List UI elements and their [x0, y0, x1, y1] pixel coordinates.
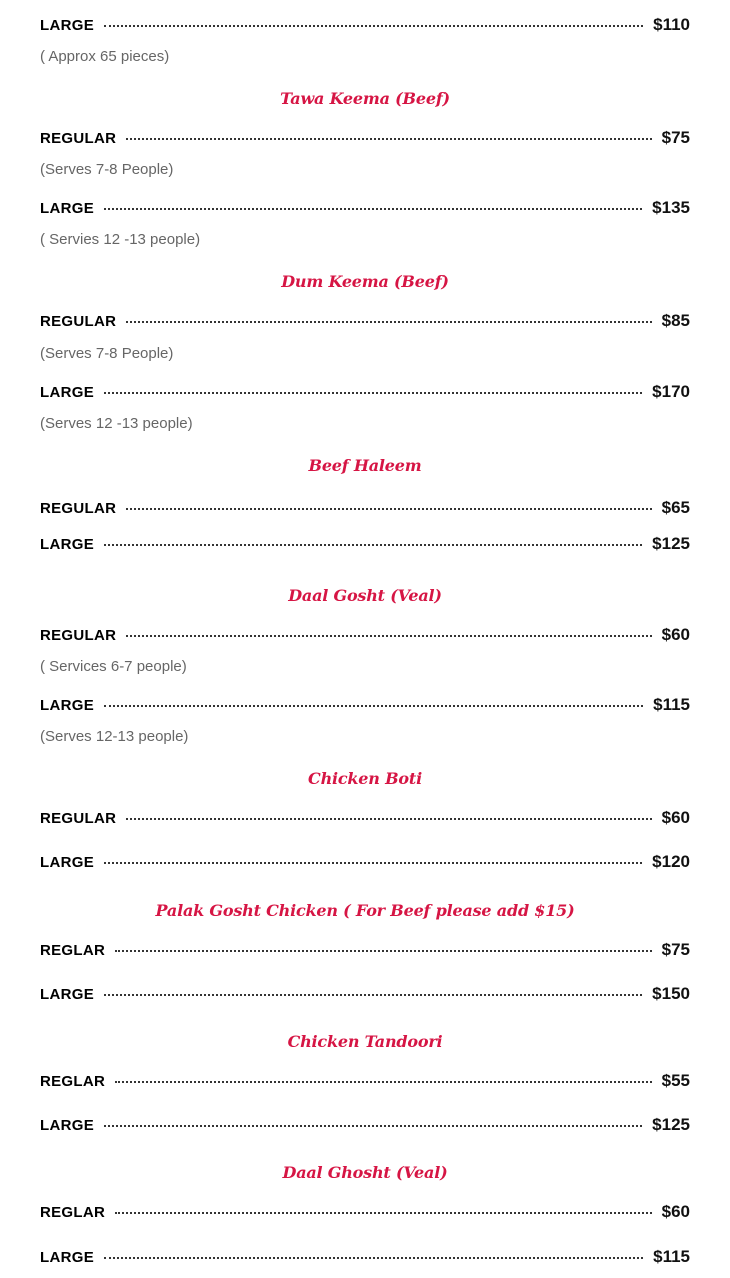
dot-leader	[115, 1081, 651, 1083]
menu-item-row	[40, 309, 690, 333]
serving-note: ( Approx 65 pieces)	[40, 48, 170, 65]
dot-leader	[104, 544, 642, 546]
size-label: REGULAR	[40, 809, 117, 827]
dot-leader	[104, 392, 642, 394]
size-label: LARGE	[40, 535, 94, 553]
size-label: LARGE	[40, 1248, 94, 1266]
size-label: LARGE	[40, 383, 94, 401]
menu-item-row	[40, 126, 690, 150]
dot-leader	[104, 208, 642, 210]
size-label: REGULAR	[40, 626, 117, 644]
menu-item-row	[40, 532, 690, 556]
price: $60	[661, 808, 690, 827]
dot-leader	[115, 950, 651, 952]
size-label: REGLAR	[40, 1072, 106, 1090]
dot-leader	[126, 138, 651, 140]
section-title: Beef Haleem	[308, 456, 422, 475]
menu-item-row	[40, 623, 690, 647]
price: $135	[652, 198, 690, 217]
price: $60	[661, 625, 690, 644]
dot-leader	[104, 705, 643, 707]
size-label: LARGE	[40, 1116, 94, 1134]
dot-leader	[104, 25, 643, 27]
menu-item-row	[40, 693, 690, 717]
dot-leader	[115, 1212, 651, 1214]
serving-note: (Serves 12-13 people)	[40, 728, 189, 745]
section-title: Daal Ghosht (Veal)	[282, 1163, 448, 1182]
size-label: REGULAR	[40, 499, 117, 517]
menu-item-row	[40, 850, 690, 874]
menu-item-row	[40, 806, 690, 830]
price: $115	[653, 695, 690, 714]
menu-item-row	[40, 938, 690, 962]
size-label: LARGE	[40, 16, 94, 34]
size-label: REGULAR	[40, 129, 117, 147]
section-title: Chicken Boti	[308, 769, 422, 788]
menu-item-row	[40, 1245, 690, 1269]
menu-item-row	[40, 1200, 690, 1224]
section-title: Dum Keema (Beef)	[281, 272, 449, 291]
size-label: LARGE	[40, 853, 94, 871]
size-label: REGULAR	[40, 312, 117, 330]
section-title: Daal Gosht (Veal)	[288, 586, 442, 605]
dot-leader	[104, 862, 642, 864]
price: $125	[652, 1115, 690, 1134]
price: $75	[661, 940, 690, 959]
menu-item-row	[40, 13, 690, 37]
section-title: Chicken Tandoori	[287, 1032, 443, 1051]
menu-item-row	[40, 196, 690, 220]
dot-leader	[126, 508, 651, 510]
price: $110	[653, 15, 690, 34]
section-title: Palak Gosht Chicken ( For Beef please add $15)	[155, 901, 575, 920]
serving-note: ( Services 6-7 people)	[40, 658, 187, 675]
menu-item-row	[40, 982, 690, 1006]
price: $65	[661, 498, 690, 517]
size-label: LARGE	[40, 199, 94, 217]
size-label: LARGE	[40, 696, 94, 714]
size-label: LARGE	[40, 985, 94, 1003]
menu-item-row	[40, 496, 690, 520]
price: $55	[661, 1071, 690, 1090]
section-title: Tawa Keema (Beef)	[280, 89, 450, 108]
dot-leader	[104, 994, 642, 996]
price: $120	[652, 852, 690, 871]
size-label: REGLAR	[40, 941, 106, 959]
price: $170	[652, 382, 690, 401]
price: $115	[653, 1247, 690, 1266]
price: $85	[661, 311, 690, 330]
serving-note: (Serves 12 -13 people)	[40, 415, 193, 432]
menu-item-row	[40, 1069, 690, 1093]
menu-item-row	[40, 1113, 690, 1137]
price: $60	[661, 1202, 690, 1221]
dot-leader	[126, 321, 651, 323]
dot-leader	[126, 635, 651, 637]
serving-note: (Serves 7-8 People)	[40, 345, 174, 362]
dot-leader	[104, 1257, 643, 1259]
menu-item-row	[40, 380, 690, 404]
price: $150	[652, 984, 690, 1003]
serving-note: (Serves 7-8 People)	[40, 161, 174, 178]
serving-note: ( Servies 12 -13 people)	[40, 231, 201, 248]
price: $75	[661, 128, 690, 147]
price: $125	[652, 534, 690, 553]
size-label: REGLAR	[40, 1203, 106, 1221]
dot-leader	[126, 818, 651, 820]
dot-leader	[104, 1125, 642, 1127]
